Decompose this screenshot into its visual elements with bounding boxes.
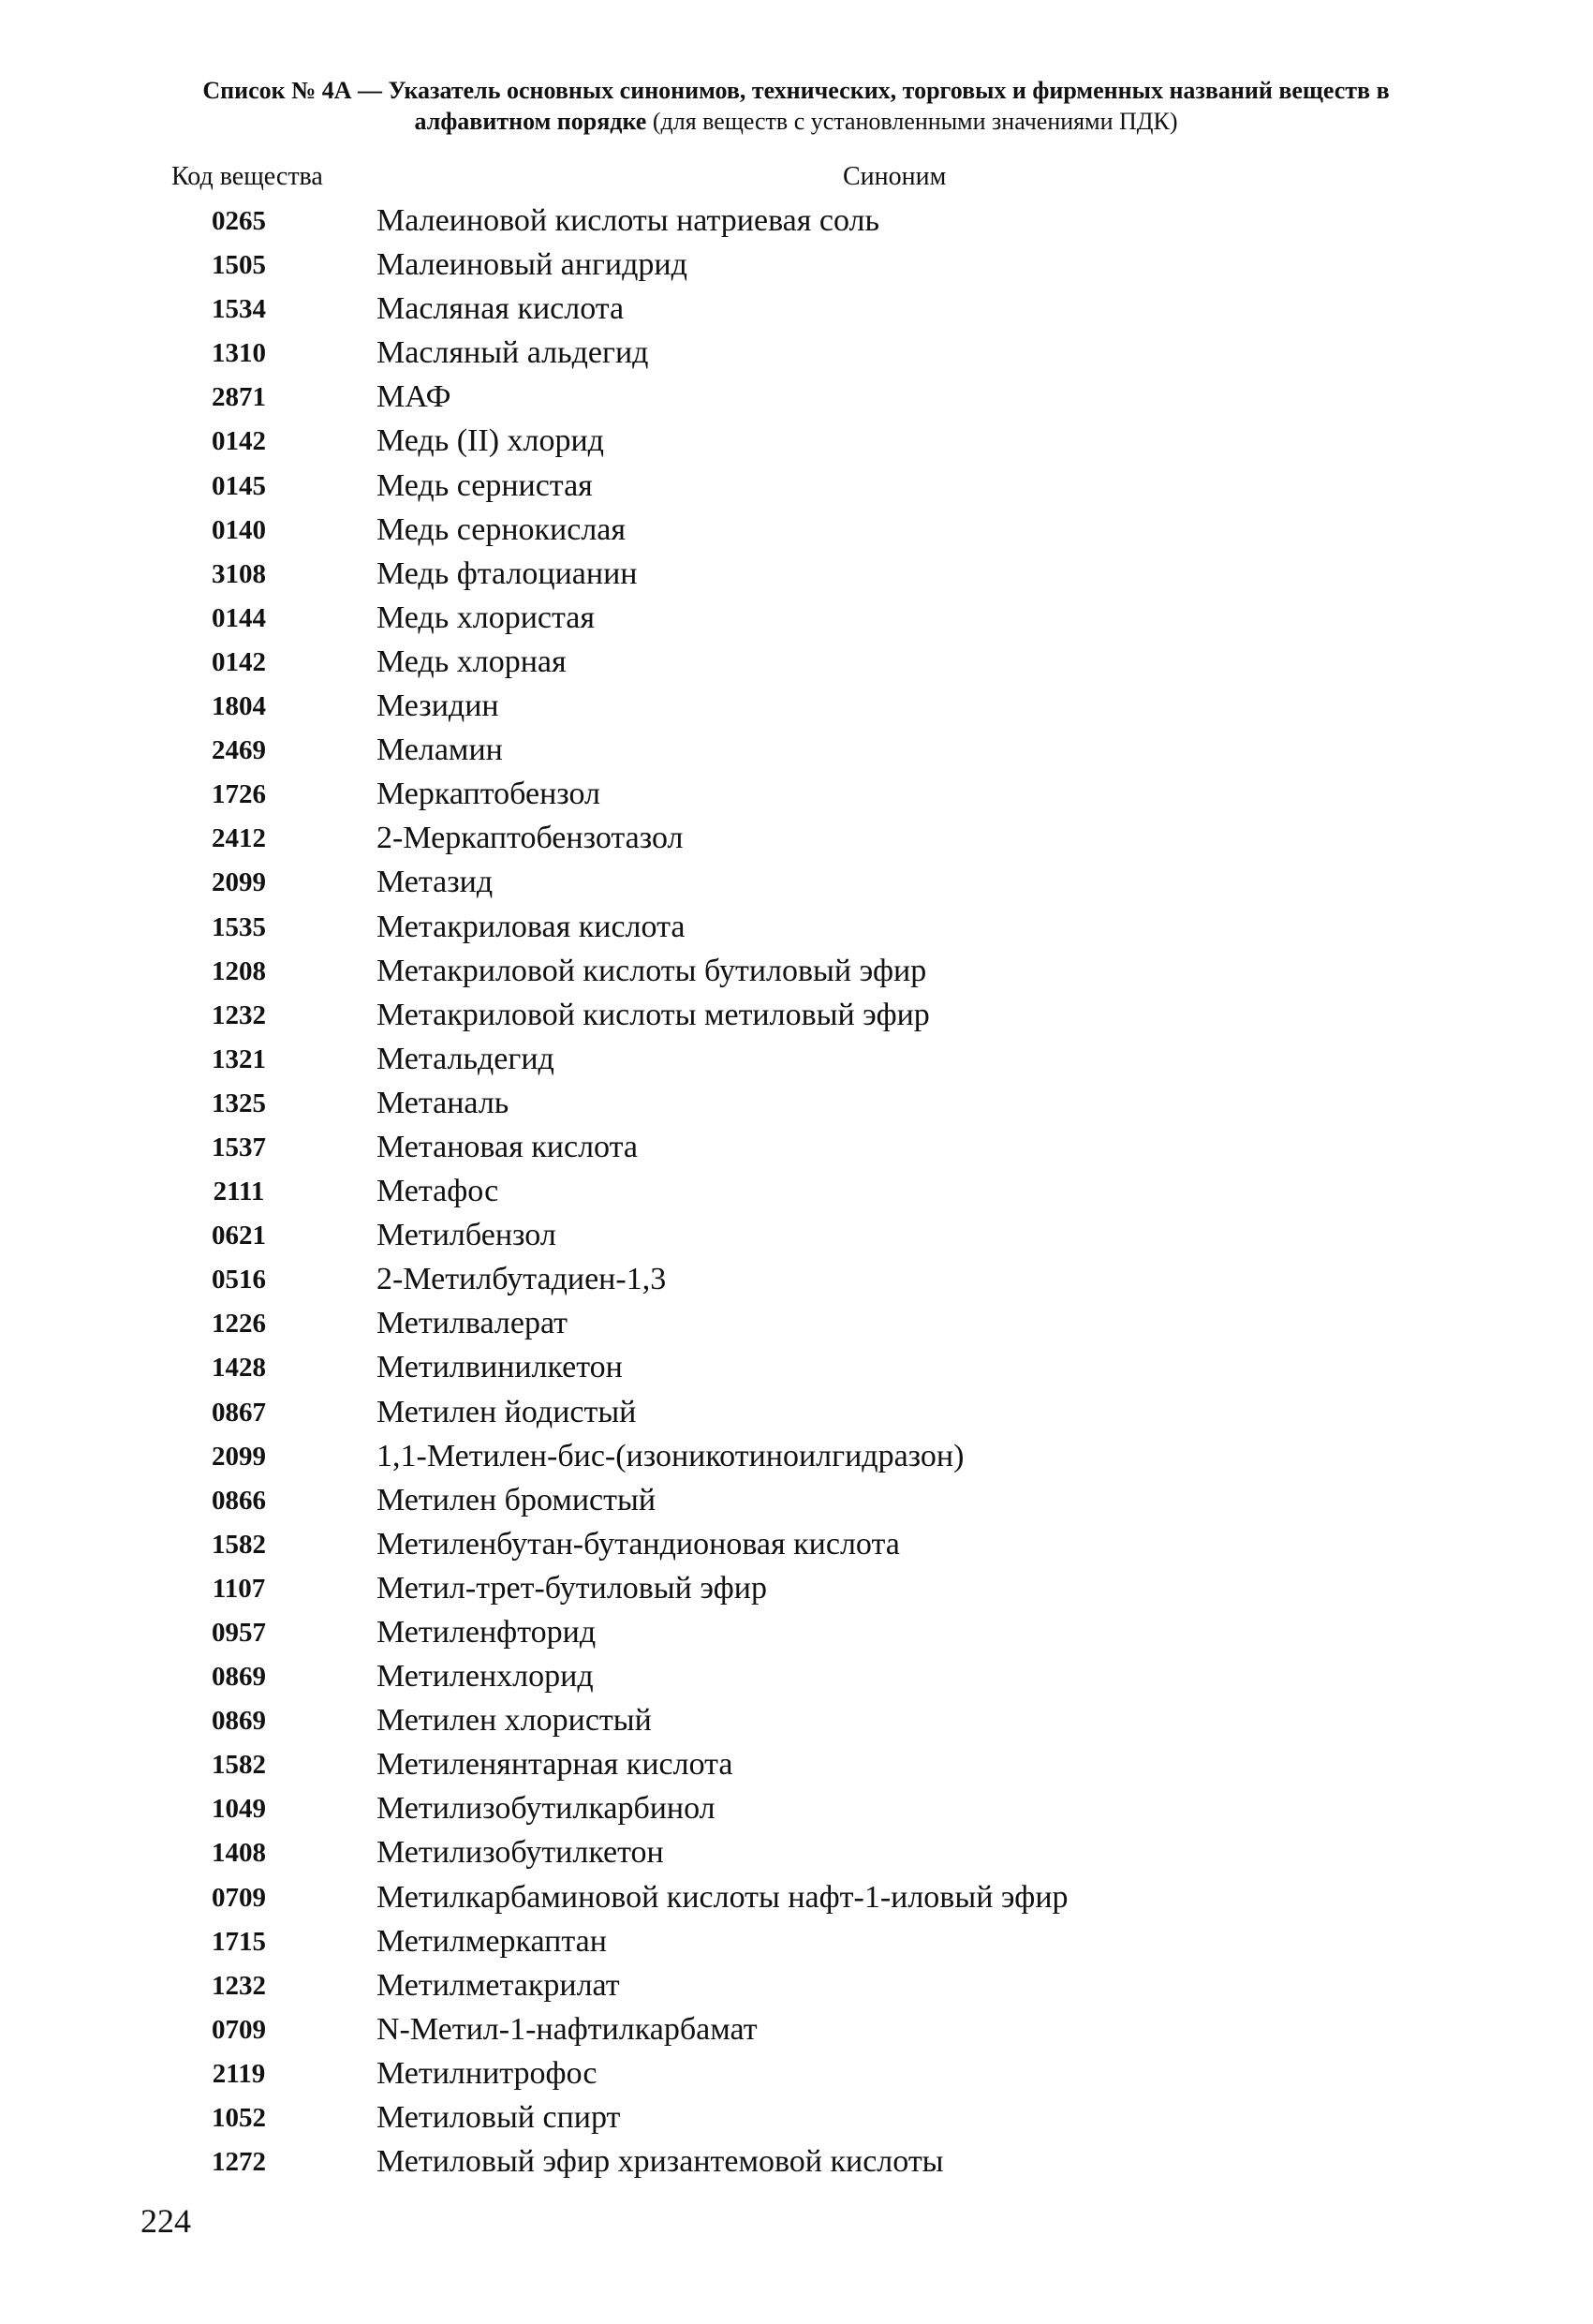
- table-row: [187, 200, 1311, 244]
- table-row: [187, 729, 1311, 773]
- substance-code: 1232: [212, 1970, 266, 2001]
- synonym-name: Метилбензол: [376, 1218, 556, 1253]
- page-title: [140, 75, 1452, 137]
- substance-code: 0265: [212, 206, 266, 236]
- substance-code: 0140: [212, 514, 266, 545]
- table-row: [187, 1920, 1311, 1964]
- synonym-name: Метиленянтарная кислота: [376, 1747, 733, 1783]
- substance-code: 2099: [212, 867, 266, 898]
- synonym-name: Метиленбутан-бутандионовая кислота: [376, 1526, 900, 1562]
- synonym-name: Малеиновой кислоты натриевая соль: [376, 203, 880, 238]
- synonym-name: N-Метил-1-нафтилкарбамат: [376, 2011, 758, 2047]
- substance-code: 2412: [212, 823, 266, 854]
- table-row: [187, 1567, 1311, 1611]
- synonym-name: Медь сернокислая: [376, 511, 627, 547]
- synonym-name: Метаналь: [376, 1085, 509, 1120]
- synonym-name: Метилизобутилкетон: [376, 1835, 664, 1871]
- substance-code: 0867: [212, 1397, 266, 1428]
- substance-code: 1582: [212, 1750, 266, 1781]
- substance-code: 2469: [212, 735, 266, 766]
- synonym-name: Метановая кислота: [376, 1129, 638, 1164]
- table-row: [187, 420, 1311, 464]
- synonym-name: Мезидин: [376, 688, 499, 724]
- substance-code: 1535: [212, 911, 266, 942]
- table-row: [187, 288, 1311, 332]
- synonym-name: Медь фталоцианин: [376, 555, 638, 591]
- synonym-name: Метилметакрилат: [376, 1967, 620, 2003]
- synonym-name: Метилвалерат: [376, 1306, 568, 1341]
- synonym-name: Медь хлористая: [376, 600, 595, 635]
- substance-code: 0709: [212, 1882, 266, 1913]
- table-row: [187, 597, 1311, 641]
- table-row: [187, 2052, 1311, 2096]
- table-row: [187, 994, 1311, 1038]
- column-header-synonym: Синоним: [843, 162, 947, 191]
- table-row: [187, 332, 1311, 376]
- substance-code: 0142: [212, 646, 266, 677]
- substance-code: 1582: [212, 1529, 266, 1560]
- substance-code: 0866: [212, 1485, 266, 1516]
- substance-code: 0145: [212, 470, 266, 501]
- synonym-name: Метакриловой кислоты метиловый эфир: [376, 997, 930, 1032]
- table-row: [187, 1258, 1311, 1302]
- table-row: [187, 1699, 1311, 1743]
- table-row: [187, 1964, 1311, 2008]
- table-row: [187, 773, 1311, 817]
- table-row: [187, 2096, 1311, 2140]
- table-row: [187, 1346, 1311, 1390]
- synonym-name: Меркаптобензол: [376, 777, 601, 812]
- synonym-name: Метафос: [376, 1174, 499, 1209]
- synonym-name: Метазид: [376, 865, 494, 900]
- table-row: [187, 1876, 1311, 1920]
- table-row: [187, 1126, 1311, 1170]
- table-row: [187, 641, 1311, 685]
- substance-code: 1310: [212, 338, 266, 369]
- page-title-bold: Список № 4А — Указатель основных синонимов, технических, торговых и фирменных названий веществ в алфавитном порядке: [202, 77, 1390, 135]
- substance-code: 1049: [212, 1794, 266, 1825]
- table-row: [187, 861, 1311, 905]
- synonym-name: Метилен бромистый: [376, 1482, 656, 1517]
- table-row: [187, 1787, 1311, 1831]
- synonym-name: Метакриловой кислоты бутиловый эфир: [376, 953, 927, 988]
- substance-code: 2871: [212, 382, 266, 413]
- table-row: [187, 1302, 1311, 1346]
- table-row: [187, 1435, 1311, 1479]
- substance-code: 1428: [212, 1353, 266, 1384]
- substance-code: 1715: [212, 1926, 266, 1957]
- synonym-name: Метилвинилкетон: [376, 1350, 623, 1385]
- substance-code: 1226: [212, 1309, 266, 1340]
- table-row: [187, 1082, 1311, 1126]
- table-row: [187, 1479, 1311, 1523]
- table-row: [187, 2140, 1311, 2184]
- substance-code: 1321: [212, 1044, 266, 1074]
- substance-code: 0621: [212, 1221, 266, 1251]
- substance-code: 1505: [212, 250, 266, 281]
- table-row: [187, 1214, 1311, 1258]
- synonym-name: Метилкарбаминовой кислоты нафт-1-иловый эфир: [376, 1879, 1069, 1915]
- substance-code: 1232: [212, 999, 266, 1030]
- synonym-name: Метиловый спирт: [376, 2100, 621, 2136]
- synonym-name: Метиловый эфир хризантемовой кислоты: [376, 2144, 944, 2180]
- substance-code: 0957: [212, 1618, 266, 1648]
- table-row: [187, 1523, 1311, 1567]
- synonym-name: 2-Метилбутадиен-1,3: [376, 1262, 667, 1297]
- page-number: 224: [140, 2202, 191, 2240]
- synonym-name: Малеиновый ангидрид: [376, 247, 687, 283]
- substance-code: 1537: [212, 1132, 266, 1162]
- synonym-name: Метиленхлорид: [376, 1659, 594, 1695]
- page-title-note: (для веществ с установленными значениями ПДК): [646, 108, 1178, 135]
- substance-code: 1107: [212, 1573, 266, 1604]
- table-row: [187, 817, 1311, 861]
- substance-code: 1804: [212, 691, 266, 722]
- substance-code: 0516: [212, 1265, 266, 1295]
- table-row: [187, 1831, 1311, 1875]
- table-row: [187, 906, 1311, 950]
- synonym-name: Метилнитрофос: [376, 2055, 597, 2091]
- substance-code: 1534: [212, 294, 266, 325]
- substance-code: 2111: [213, 1177, 265, 1207]
- synonym-name: Медь хлорная: [376, 644, 567, 679]
- synonym-name: Метилен хлористый: [376, 1703, 652, 1739]
- synonym-table: [187, 200, 1311, 2184]
- substance-code: 1052: [212, 2103, 266, 2134]
- synonym-name: Масляный альдегид: [376, 335, 649, 371]
- substance-code: 3108: [212, 558, 266, 589]
- table-row: [187, 1611, 1311, 1655]
- substance-code: 1272: [212, 2147, 266, 2178]
- substance-code: 1325: [212, 1088, 266, 1118]
- substance-code: 1726: [212, 779, 266, 810]
- table-row: [187, 1391, 1311, 1435]
- synonym-name: Метил-трет-бутиловый эфир: [376, 1570, 767, 1606]
- substance-code: 0144: [212, 602, 266, 633]
- substance-code: 2119: [212, 2058, 266, 2089]
- synonym-name: 2-Меркаптобензотазол: [376, 821, 684, 856]
- column-header-code: Код вещества: [171, 162, 323, 191]
- table-row: [187, 950, 1311, 994]
- substance-code: 0709: [212, 2014, 266, 2045]
- table-row: [187, 553, 1311, 597]
- substance-code: 1408: [212, 1838, 266, 1869]
- substance-code: 0869: [212, 1706, 266, 1737]
- synonym-name: Метилизобутилкарбинол: [376, 1791, 715, 1827]
- substance-code: 2099: [212, 1441, 266, 1472]
- synonym-name: Масляная кислота: [376, 291, 625, 327]
- synonym-name: Медь (II) хлорид: [376, 423, 604, 459]
- table-row: [187, 1655, 1311, 1699]
- table-row: [187, 685, 1311, 729]
- synonym-name: 1,1-Метилен-бис-(изоникотиноилгидразон): [376, 1438, 965, 1473]
- substance-code: 1208: [212, 955, 266, 986]
- synonym-name: МАФ: [376, 379, 451, 415]
- synonym-name: Метакриловая кислота: [376, 909, 686, 944]
- synonym-name: Метиленфторид: [376, 1615, 597, 1650]
- table-row: [187, 2008, 1311, 2052]
- table-row: [187, 376, 1311, 420]
- synonym-name: Меламин: [376, 733, 503, 768]
- table-row: [187, 1038, 1311, 1082]
- table-row: [187, 509, 1311, 553]
- substance-code: 0869: [212, 1662, 266, 1693]
- synonym-name: Метилмеркаптан: [376, 1923, 607, 1959]
- table-row: [187, 1743, 1311, 1787]
- synonym-name: Метилен йодистый: [376, 1394, 637, 1429]
- synonym-name: Медь сернистая: [376, 467, 593, 503]
- synonym-name: Метальдегид: [376, 1041, 554, 1076]
- table-row: [187, 1170, 1311, 1214]
- table-row: [187, 465, 1311, 509]
- table-row: [187, 244, 1311, 288]
- substance-code: 0142: [212, 426, 266, 457]
